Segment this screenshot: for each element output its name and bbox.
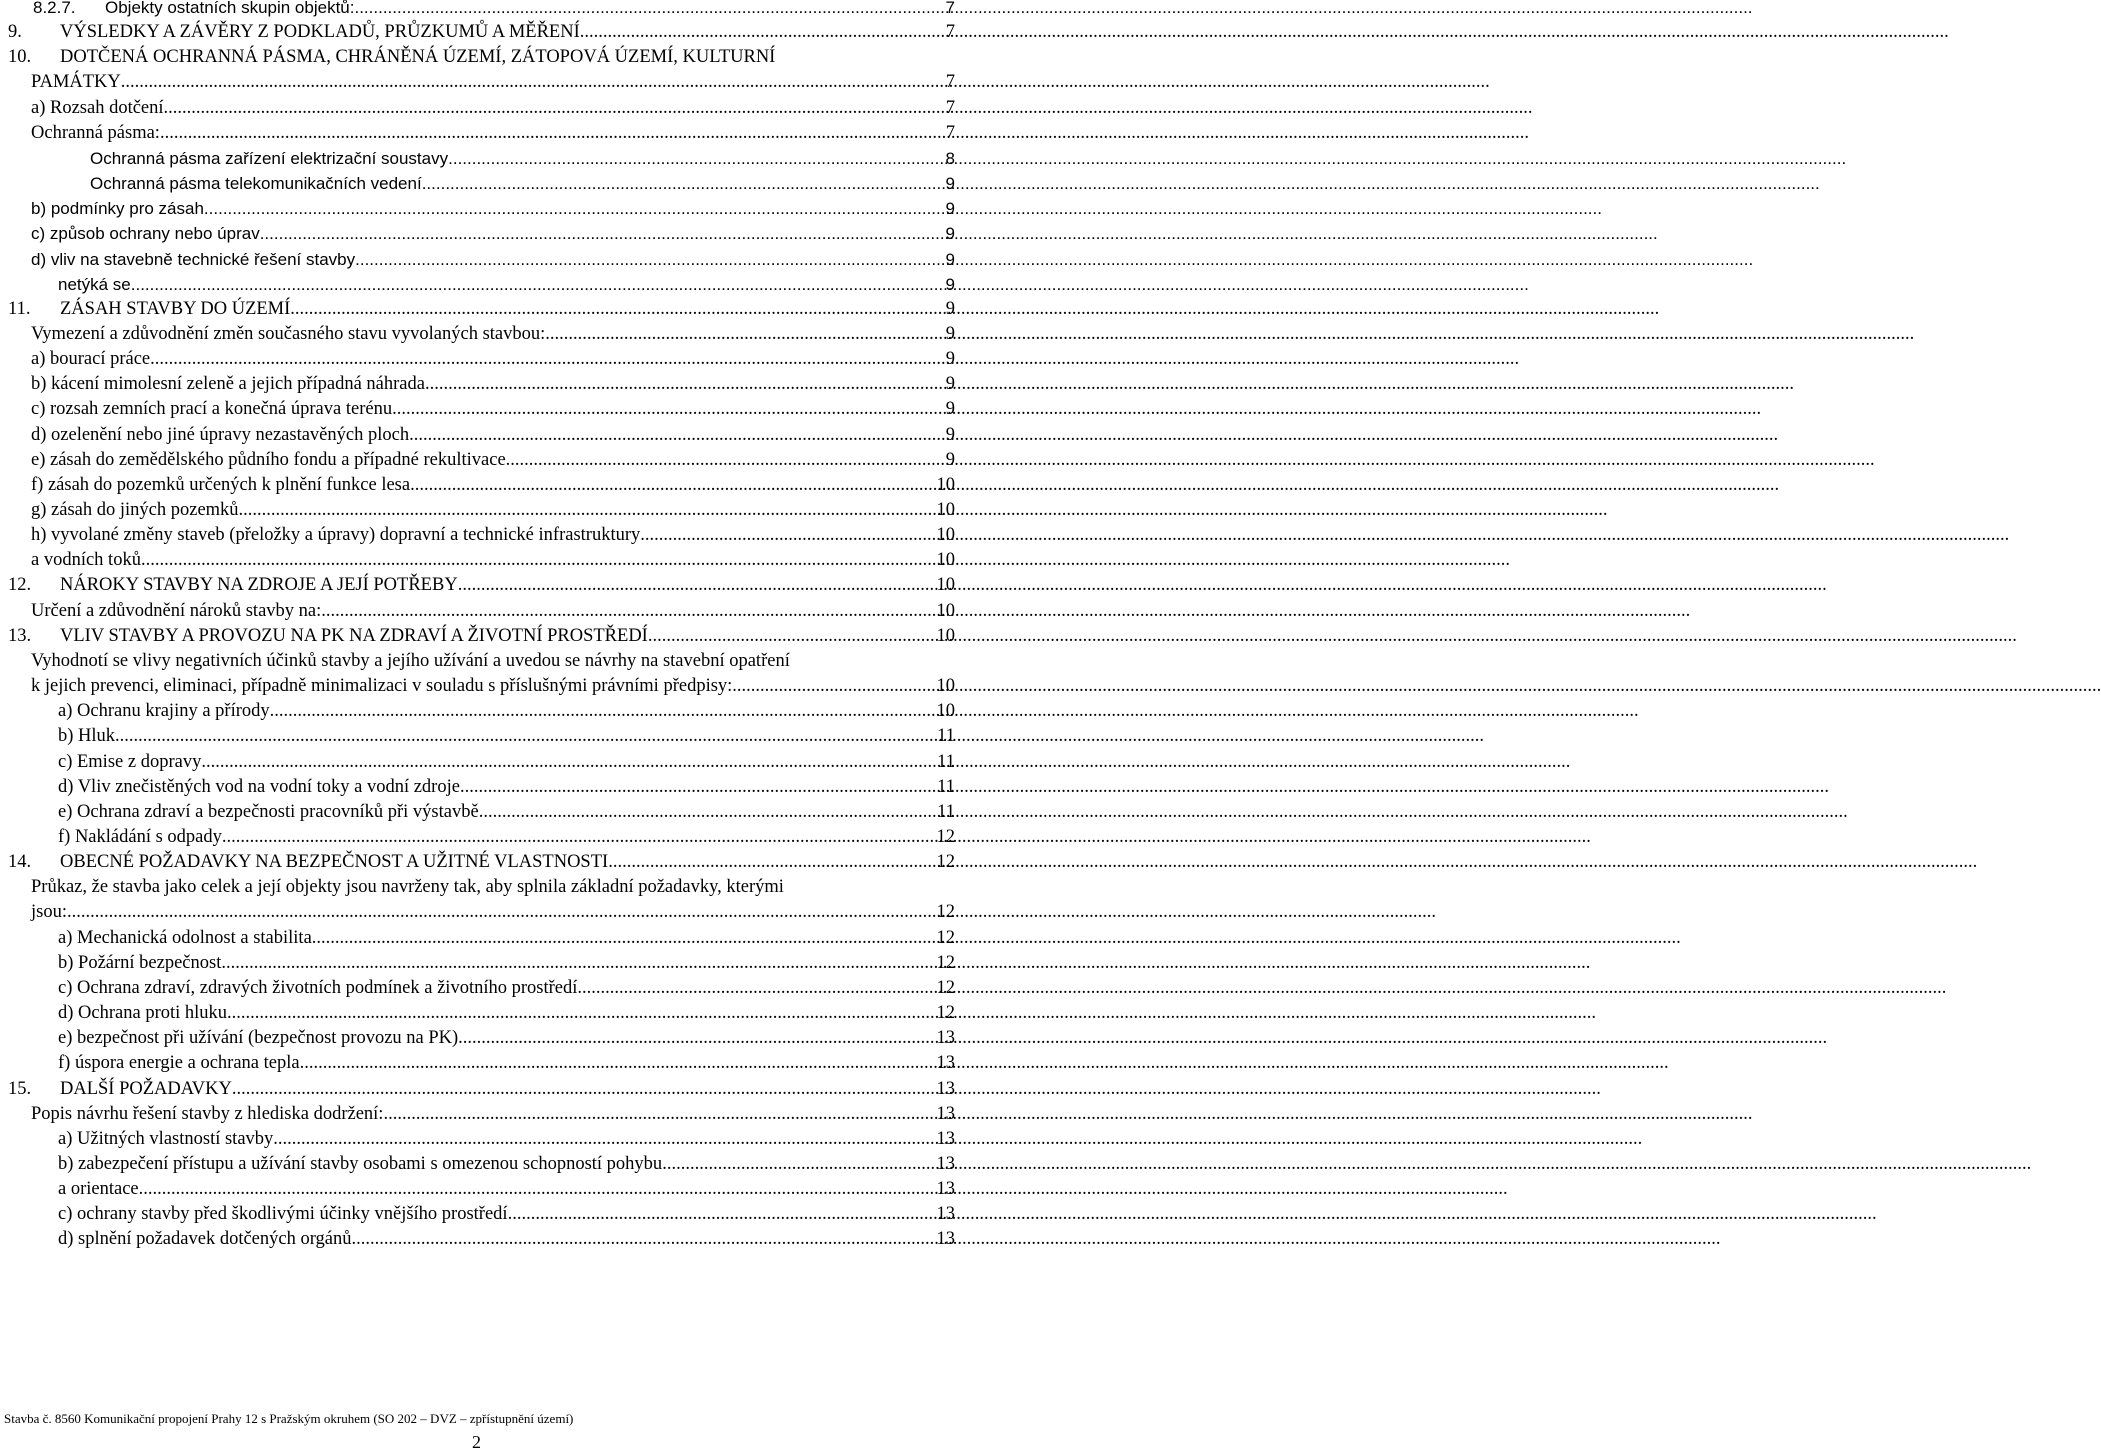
toc-entry-title: f) Nakládání s odpady [58,826,222,847]
toc-section-number: 14. [8,852,32,873]
toc-entry-title: jsou: [31,902,67,923]
toc-page-number: 10 [936,701,955,722]
toc-page-number: 13 [936,1204,955,1225]
toc-page-number: 13 [936,1053,955,1074]
toc-dot-leader [201,750,937,775]
toc-page-number: 12 [936,902,955,923]
toc-dot-leader [141,548,937,573]
toc-line[interactable] [0,448,960,473]
toc-line[interactable] [0,775,960,800]
toc-dot-leader [321,599,936,624]
toc-line[interactable] [0,272,960,297]
toc-page-number: 10 [936,676,955,696]
toc-line[interactable] [0,221,960,246]
toc-page-number: 11 [937,776,955,797]
toc-dot-leader [239,498,937,523]
toc-line[interactable] [0,1001,960,1026]
toc-entry-title: f) zásah do pozemků určených k plnění funkce lesa [31,474,411,495]
toc-entry-title: e) bezpečnost při užívání (bezpečnost provozu na PK) [58,1028,459,1049]
toc-section-number: 13. [8,625,32,646]
toc-page-number: 10 [936,575,955,596]
toc-entry-title: Ochranná pásma telekomunikačních vedení [90,174,422,193]
toc-entry-title: d) vliv na stavebně technické řešení stavby [31,249,356,269]
toc-entry-title: f) úspora energie a ochrana tepla [58,1053,300,1074]
toc-page-number: 12 [936,927,955,948]
toc-page-number: 10 [936,525,955,546]
toc-line[interactable] [0,1152,960,1177]
toc-line[interactable] [0,825,960,850]
toc-entry-title: d) ozelenění nebo jiné úpravy nezastavěných ploch [31,424,410,445]
toc-entry-title: c) rozsah zemních prací a konečná úprava terénu [31,399,393,420]
toc-dot-leader [121,70,946,95]
toc-dot-leader [460,775,937,800]
toc-dot-leader [580,20,946,45]
toc-entry-title: a) bourací práce [31,349,151,370]
toc-entry-title: c) ochrany stavby před škodlivými účinky vnějšího prostředí [58,1204,508,1225]
toc-dot-leader [392,397,946,422]
toc-page-number: 9 [945,224,955,244]
toc-dot-leader [648,624,937,649]
toc-page-number: 7 [945,22,955,43]
toc-dot-leader [409,423,946,448]
toc-section-number: 10. [8,47,32,68]
toc-page-number: 11 [937,751,955,772]
toc-entry-title: g) zásah do jiných pozemků [31,500,239,520]
toc-line[interactable] [0,1177,960,1202]
toc-page-number: 12 [936,852,955,873]
toc-dot-leader [260,221,946,246]
toc-dot-leader [508,1202,937,1227]
toc-line[interactable] [0,247,960,272]
toc-line[interactable] [0,850,960,875]
toc-line[interactable] [0,1077,960,1102]
page-footer: Stavba č. 8560 Komunikační propojení Prahy 12 s Pražským okruhem (SO 202 – DVZ – zpřístupnění území) [4,1411,574,1426]
toc-entry-title: a) Mechanická odolnost a stabilita [58,927,312,948]
toc-page-number: 10 [936,474,955,495]
toc-entry-title: OBECNÉ POŽADAVKY NA BEZPEČNOST A UŽITNÉ VLASTNOSTI [60,852,609,873]
toc-entry-title: Určení a zdůvodnění nároků stavby na: [31,600,322,621]
toc-entry-title: c) způsob ochrany nebo úprav [31,224,260,244]
toc-entry-title: e) Ochrana zdraví a bezpečnosti pracovníků při výstavbě [58,801,479,822]
toc-line[interactable] [0,1227,960,1252]
toc-dot-leader [139,1177,937,1202]
toc-page-number: 9 [945,399,955,420]
toc-line[interactable] [0,196,960,221]
toc-page-number: 13 [936,1229,955,1250]
toc-dot-leader [506,448,946,473]
toc-line[interactable] [0,724,960,749]
toc-line[interactable] [0,1026,960,1051]
toc-entry-title: d) splnění požadavek dotčených orgánů [58,1229,352,1250]
toc-dot-leader [232,1077,937,1102]
toc-dot-leader [458,573,937,598]
toc-line[interactable] [0,1202,960,1227]
toc-line[interactable] [0,498,960,523]
toc-page-number: 12 [936,826,955,847]
toc-entry-title: d) Ochrana proti hluku [58,1003,228,1023]
toc-line[interactable] [0,699,960,724]
toc-page-number: 9 [945,298,955,319]
toc-line[interactable] [0,372,960,397]
toc-dot-leader [448,146,945,171]
toc-line[interactable] [0,322,960,347]
toc-page-number: 7 [945,0,955,17]
toc-line[interactable] [0,875,960,900]
toc-page-number: 8 [945,148,955,168]
toc-line[interactable] [0,473,960,498]
toc-entry-title: a) Ochranu krajiny a přírody [58,701,270,722]
toc-line[interactable] [0,96,960,121]
toc-dot-leader [160,121,946,146]
toc-dot-leader [67,900,937,925]
toc-entry-title: Ochranná pásma: [31,122,160,143]
toc-dot-leader [422,171,946,196]
toc-dot-leader [222,825,937,850]
toc-dot-leader [545,322,945,347]
toc-dot-leader [458,1026,936,1051]
toc-line[interactable] [0,548,960,573]
toc-line[interactable] [0,624,960,649]
toc-entry-title: a) Rozsah dotčení [31,97,164,118]
toc-page-number: 13 [936,1179,955,1199]
toc-line[interactable] [0,523,960,548]
toc-entry-title: Objekty ostatních skupin objektů: [105,0,355,17]
toc-entry-title: a vodních toků [31,550,141,571]
toc-entry-title: c) Emise z dopravy [58,751,202,772]
toc-dot-leader [410,473,936,498]
toc-page-number: 12 [936,1003,955,1023]
toc-entry-title: a) Užitných vlastností stavby [58,1128,274,1149]
toc-dot-leader [115,724,937,749]
toc-dot-leader [352,1227,937,1252]
toc-dot-leader [300,1051,937,1076]
toc-entry-title: b) Hluk [58,726,116,747]
toc-entry-title: VÝSLEDKY A ZÁVĚRY Z PODKLADŮ, PRŮZKUMŮ A MĚŘENÍ [60,22,580,43]
toc-dot-leader [662,1152,936,1177]
toc-page-number: 13 [936,1128,955,1149]
toc-page-number: 10 [936,500,955,520]
toc-dot-leader [354,0,945,20]
toc-dot-leader [355,247,945,272]
toc-entry-title: b) kácení mimolesní zeleně a jejich případná náhrada [31,374,425,395]
toc-page-number: 11 [937,726,955,747]
toc-entry-title: PAMÁTKY [31,72,121,93]
toc-entry-title: Ochranná pásma zařízení elektrizační soustavy [90,148,449,168]
toc-entry-title: b) podmínky pro zásah [31,199,204,219]
toc-dot-leader [270,699,937,724]
toc-page-number: 7 [945,72,955,93]
toc-page-number: 12 [936,977,955,998]
toc-line[interactable] [0,121,960,146]
toc-page-number: 10 [936,600,955,621]
toc-entry-title: d) Vliv znečistěných vod na vodní toky a vodní zdroje [58,776,460,797]
page-number: 2 [472,1432,481,1452]
toc-line[interactable] [0,573,960,598]
toc-dot-leader [312,926,937,951]
toc-dot-leader [204,196,946,221]
toc-page-number: 13 [936,1078,955,1099]
toc-section-number: 11. [8,298,31,319]
toc-dot-leader [383,1102,936,1127]
toc-entry-title: k jejich prevenci, eliminaci, případně minimalizaci v souladu s příslušnými právními předpisy: [31,676,733,696]
toc-section-number: 8.2.7. [33,0,76,17]
toc-entry-title: b) Požární bezpečnost [58,952,222,973]
toc-line[interactable] [0,45,960,70]
toc-dot-leader [221,951,936,976]
toc-dot-leader [150,347,946,372]
toc-line[interactable] [0,674,960,699]
toc-line[interactable] [0,900,960,925]
toc-line[interactable] [0,171,960,196]
toc-entry-title: DOTČENÁ OCHRANNÁ PÁSMA, CHRÁNĚNÁ ÚZEMÍ, ZÁTOPOVÁ ÚZEMÍ, KULTURNÍ [60,47,776,68]
toc-line[interactable] [0,397,960,422]
toc-dot-leader [290,297,945,322]
toc-page-number: 9 [945,449,955,470]
toc-page-number: 9 [945,323,955,344]
toc-entry-title: VLIV STAVBY A PROVOZU NA PK NA ZDRAVÍ A ŽIVOTNÍ PROSTŘEDÍ [60,625,648,646]
toc-page-number: 11 [937,801,955,822]
toc-page-number: 7 [945,122,955,143]
toc-entry-title: e) zásah do zemědělského půdního fondu a případné rekultivace [31,449,506,470]
toc-page-number: 9 [945,349,955,370]
toc-line[interactable] [0,750,960,775]
toc-page-number: 9 [945,374,955,395]
toc-page-number: 9 [945,199,955,219]
toc-line[interactable] [0,0,960,20]
toc-dot-leader [640,523,936,548]
toc-entry-title: b) zabezpečení přístupu a užívání stavby osobami s omezenou schopností pohybu [58,1153,663,1174]
toc-line[interactable] [0,1127,960,1152]
toc-line[interactable] [0,649,960,674]
toc-line[interactable] [0,423,960,448]
toc-dot-leader [227,1001,936,1026]
toc-page-number: 13 [936,1153,955,1174]
toc-entry-title: DALŠÍ POŽADAVKY [60,1078,232,1099]
toc-page-number: 9 [945,249,955,269]
toc-line[interactable] [0,297,960,322]
toc-dot-leader [608,850,936,875]
toc-dot-leader [164,96,946,121]
toc-entry-title: h) vyvolané změny staveb (přeložky a úpravy) dopravní a technické infrastruktury [31,525,641,546]
toc-dot-leader [131,272,946,297]
toc-page-number: 13 [936,1028,955,1049]
toc-line[interactable] [0,800,960,825]
toc-section-number: 15. [8,1078,32,1099]
toc-line[interactable] [0,1051,960,1076]
toc-dot-leader [577,976,936,1001]
toc-page-number: 7 [945,97,955,118]
toc-page-number: 12 [936,952,955,973]
toc-entry-title: netýká se [58,274,131,294]
toc-line[interactable] [0,146,960,171]
toc-entry-title: NÁROKY STAVBY NA ZDROJE A JEJÍ POTŘEBY [60,575,458,596]
toc-line[interactable] [0,951,960,976]
toc-line[interactable] [0,70,960,95]
toc-page-number: 10 [936,625,955,646]
toc-page-number: 13 [936,1103,955,1124]
toc-dot-leader [732,674,936,699]
toc-entry-title: Průkaz, že stavba jako celek a její objekty jsou navrženy tak, aby splnila základní požadavky, kterými [31,877,784,898]
toc-entry-title: c) Ochrana zdraví, zdravých životních podmínek a životního prostředí [58,977,578,998]
toc-line[interactable] [0,1102,960,1127]
toc-dot-leader [273,1127,936,1152]
toc-page-number: 9 [945,274,955,294]
toc-section-number: 9. [8,22,22,43]
toc-entry-title: Popis návrhu řešení stavby z hlediska dodržení: [31,1103,384,1124]
toc-line[interactable] [0,599,960,624]
toc-section-number: 12. [8,575,32,596]
toc-entry-title: Vymezení a zdůvodnění změn současného stavu vyvolaných stavbou: [31,323,546,344]
toc-entry-title: ZÁSAH STAVBY DO ÚZEMÍ [60,298,291,319]
toc-line[interactable] [0,347,960,372]
toc-line[interactable] [0,926,960,951]
toc-entry-title: a orientace [58,1179,139,1199]
toc-entry-title: Vyhodnotí se vlivy negativních účinků stavby a jejího užívání a uvedou se návrhy na stavební opatření [31,650,790,671]
toc-line[interactable] [0,976,960,1001]
toc-line[interactable] [0,20,960,45]
toc-page-number: 10 [936,550,955,571]
toc-page-number: 9 [945,174,955,193]
toc-dot-leader [479,800,937,825]
toc-page-number: 9 [945,424,955,445]
toc-dot-leader [425,372,946,397]
